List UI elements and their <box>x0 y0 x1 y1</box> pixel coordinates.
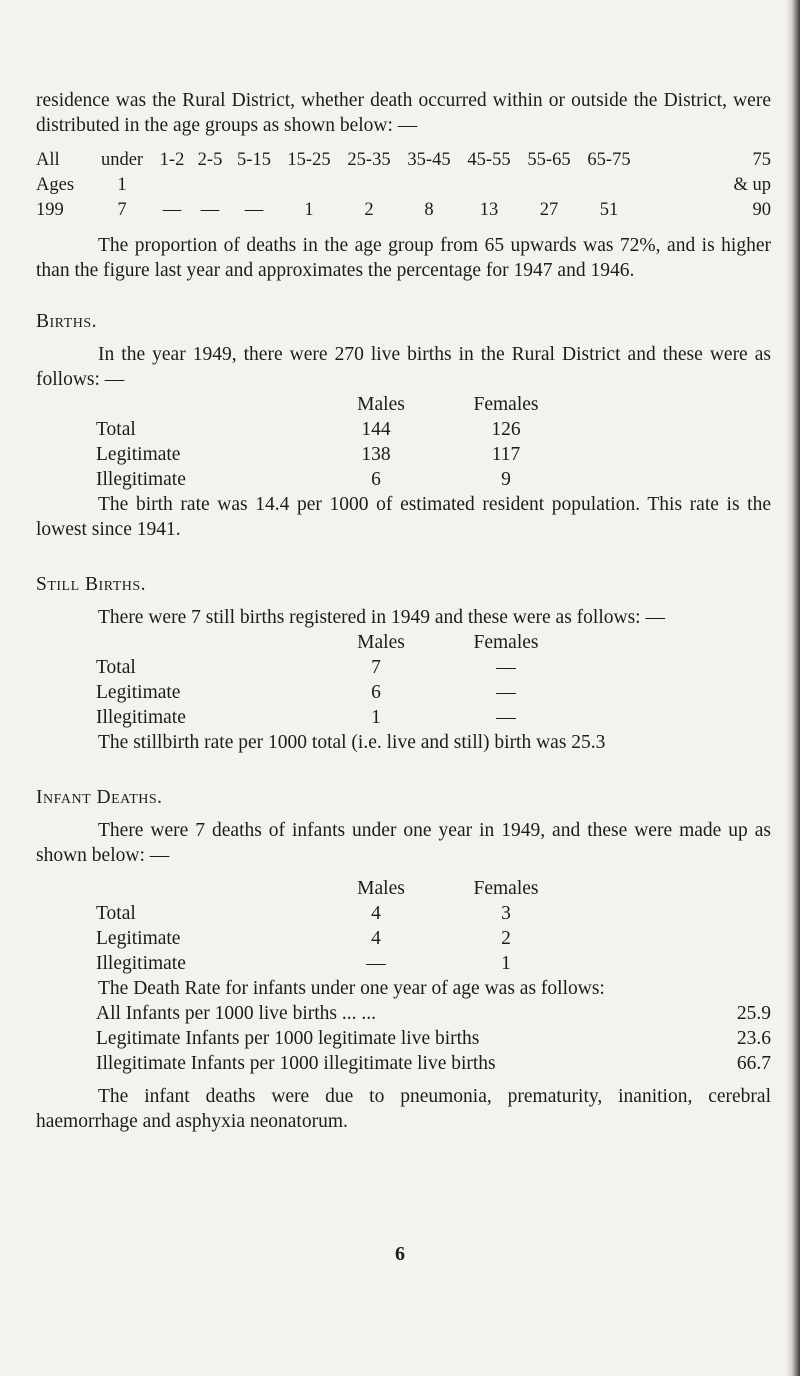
males-value: 4 <box>371 903 381 924</box>
column-header-males: Males <box>357 394 405 415</box>
females-value: 2 <box>501 928 511 949</box>
rate-label: Illegitimate Infants per 1000 illegitimate live births <box>96 1053 496 1074</box>
age-value: 27 <box>539 200 559 220</box>
births-table-header <box>96 392 656 417</box>
page-number: 6 <box>395 1243 405 1265</box>
females-value: 117 <box>491 444 521 465</box>
still-births-heading: Still Births. <box>36 574 147 595</box>
row-label: Legitimate <box>96 928 181 949</box>
age-cell: 5-15 <box>237 150 271 170</box>
age-value: 51 <box>599 200 619 220</box>
males-value: 6 <box>371 682 381 703</box>
age-value: 8 <box>424 200 434 220</box>
males-value: 138 <box>361 444 391 465</box>
age-values-row <box>36 198 771 223</box>
table-row <box>96 951 656 976</box>
age-value: 7 <box>117 200 127 220</box>
table-row <box>96 655 656 680</box>
rate-label: All Infants per 1000 live births ... ... <box>96 1003 376 1024</box>
table-row <box>96 926 656 951</box>
age-cell: 1 <box>117 175 127 195</box>
age-cell <box>279 173 339 198</box>
age-value: — <box>200 200 220 220</box>
infant-deaths-heading: Infant Deaths. <box>36 787 163 808</box>
column-header <box>96 630 316 655</box>
column-header <box>96 876 316 901</box>
page-edge-shadow <box>786 0 800 1376</box>
age-value: — <box>244 200 264 220</box>
table-row <box>96 705 656 730</box>
age-cell: 75 <box>752 150 771 170</box>
age-value: 199 <box>36 200 64 220</box>
age-cell: All <box>36 150 60 170</box>
age-cell: 35-45 <box>407 150 451 170</box>
age-header-row-1 <box>36 148 771 173</box>
males-value: 6 <box>371 469 381 490</box>
still-births-table <box>96 630 656 730</box>
age-value: 90 <box>752 200 771 220</box>
column-header-females: Females <box>473 394 539 415</box>
age-value: 13 <box>479 200 499 220</box>
age-cell <box>459 173 519 198</box>
males-value: 1 <box>371 707 381 728</box>
age-cell: & up <box>733 175 771 195</box>
column-header-females: Females <box>473 632 539 653</box>
age-cell: 1-2 <box>159 150 185 170</box>
age-cell <box>579 173 639 198</box>
intro-paragraph: residence was the Rural District, whether death occurred within or outside the District, were distributed in the age groups as shown below: — <box>36 90 771 136</box>
males-value: 7 <box>371 657 381 678</box>
row-label: Illegitimate <box>96 469 186 490</box>
birth-rate-paragraph: The birth rate was 14.4 per 1000 of estimated resident population. This rate is the lowest since 1941. <box>36 494 771 540</box>
infant-rate-row <box>96 1001 771 1026</box>
females-value: 9 <box>501 469 511 490</box>
age-cell <box>519 173 579 198</box>
age-cell: 45-55 <box>467 150 511 170</box>
age-cell: 55-65 <box>527 150 571 170</box>
age-cell: under <box>100 150 144 170</box>
row-label: Total <box>96 657 136 678</box>
age-cell <box>339 173 399 198</box>
column-header <box>96 392 316 417</box>
proportion-paragraph: The proportion of deaths in the age group from 65 upwards was 72%, and is higher than the figure last year and approximates the percentage for 1947 and 1946. <box>36 235 771 281</box>
stillbirth-rate-paragraph: The stillbirth rate per 1000 total (i.e. live and still) birth was 25.3 <box>98 732 606 753</box>
females-value: — <box>496 682 516 703</box>
births-table <box>96 392 656 492</box>
row-label: Total <box>96 419 136 440</box>
row-label: Total <box>96 903 136 924</box>
rate-value: 23.6 <box>736 1028 771 1049</box>
age-value: — <box>162 200 182 220</box>
infant-rate-intro: The Death Rate for infants under one year of age was as follows: <box>98 978 605 999</box>
males-value: — <box>366 953 386 974</box>
births-paragraph: In the year 1949, there were 270 live births in the Rural District and these were as follows: — <box>36 344 771 390</box>
table-row <box>96 417 656 442</box>
age-value: 2 <box>364 200 374 220</box>
age-groups-table <box>36 148 771 223</box>
table-row <box>96 680 656 705</box>
column-header-females: Females <box>473 878 539 899</box>
table-row <box>96 442 656 467</box>
row-label: Illegitimate <box>96 953 186 974</box>
column-header-males: Males <box>357 632 405 653</box>
infant-deaths-paragraph: There were 7 deaths of infants under one year in 1949, and these were made up as shown below: — <box>36 820 771 866</box>
rate-value: 25.9 <box>736 1003 771 1024</box>
males-value: 4 <box>371 928 381 949</box>
females-value: — <box>496 707 516 728</box>
females-value: 126 <box>491 419 521 440</box>
infant-deaths-table <box>96 876 656 976</box>
rate-label: Legitimate Infants per 1000 legitimate live births <box>96 1028 480 1049</box>
age-cell: 2-5 <box>197 150 223 170</box>
age-cell <box>191 173 229 198</box>
infant-rate-row <box>96 1051 771 1076</box>
age-cell <box>229 173 279 198</box>
females-value: 3 <box>501 903 511 924</box>
age-value: 1 <box>304 200 314 220</box>
document-page <box>36 88 771 1134</box>
table-row <box>96 901 656 926</box>
infant-rate-row <box>96 1026 771 1051</box>
infant-deaths-table-header <box>96 876 656 901</box>
row-label: Legitimate <box>96 444 181 465</box>
row-label: Legitimate <box>96 682 181 703</box>
still-births-paragraph: There were 7 still births registered in 1949 and these were as follows: — <box>98 607 665 628</box>
table-row <box>96 467 656 492</box>
still-births-table-header <box>96 630 656 655</box>
age-cell: 25-35 <box>347 150 391 170</box>
males-value: 144 <box>361 419 391 440</box>
age-cell: 65-75 <box>587 150 631 170</box>
age-cell <box>399 173 459 198</box>
rate-value: 66.7 <box>736 1053 771 1074</box>
infant-causes-paragraph: The infant deaths were due to pneumonia, prematurity, inanition, cerebral haemorrhage and asphyxia neonatorum. <box>36 1086 771 1132</box>
age-cell: Ages <box>36 175 75 195</box>
age-header-row-2 <box>36 173 771 198</box>
age-cell <box>153 173 191 198</box>
column-header-males: Males <box>357 878 405 899</box>
row-label: Illegitimate <box>96 707 186 728</box>
females-value: 1 <box>501 953 511 974</box>
births-heading: Births. <box>36 311 97 332</box>
age-cell: 15-25 <box>287 150 331 170</box>
females-value: — <box>496 657 516 678</box>
